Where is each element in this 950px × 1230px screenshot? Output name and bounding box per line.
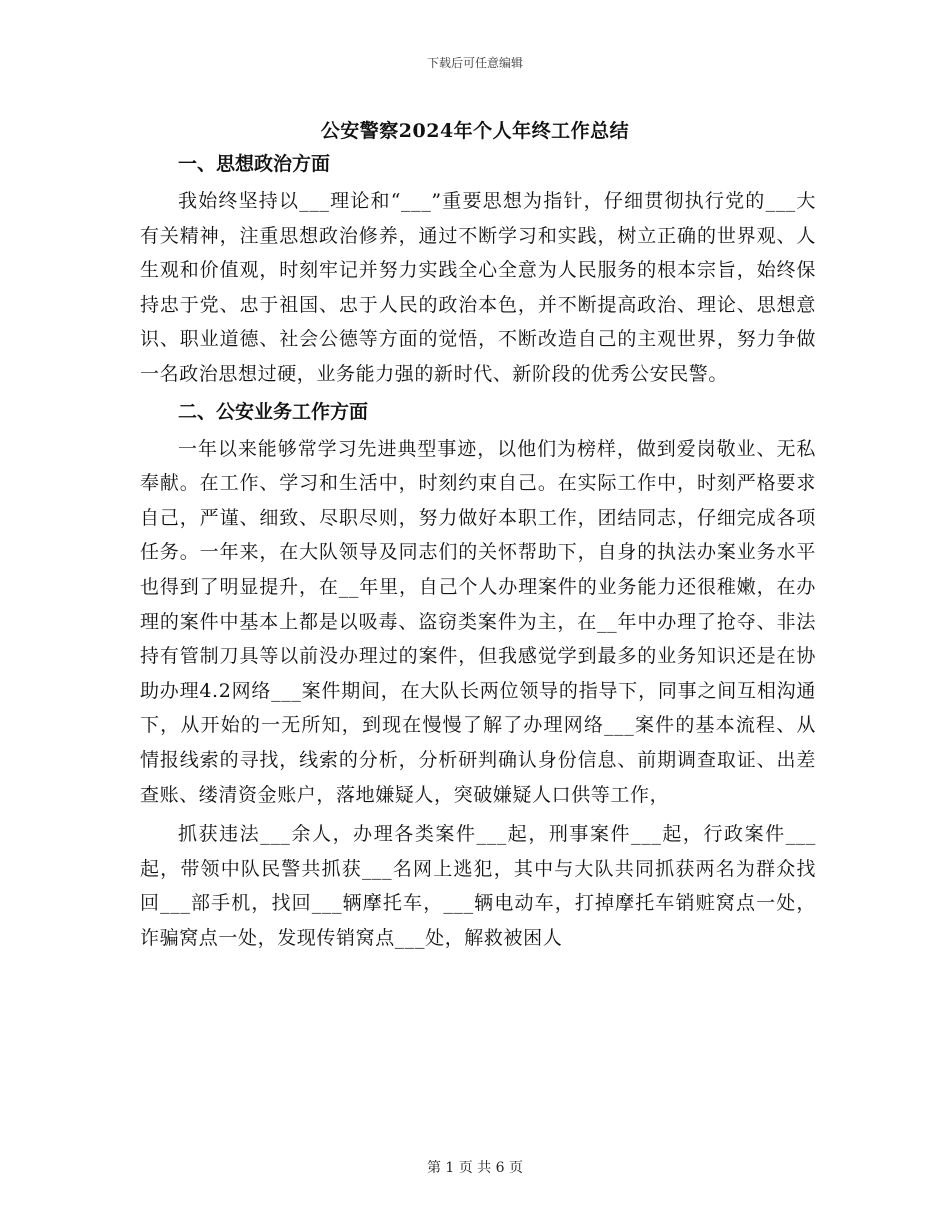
section-heading-political: 一、思想政治方面 bbox=[178, 153, 331, 175]
page-header-note: 下载后可任意编辑 bbox=[426, 56, 523, 70]
document-body bbox=[140, 148, 816, 955]
paragraph-police-work: 一年以来能够常学习先进典型事迹，以他们为榜样，做到爱岗敬业、无私奉献。在工作、学习和生活中，时刻约束自己。在实际工作中，时刻严格要求自己，严谨、细致、尽职尽则，努力做好本职工作，团结同志，仔细完成各项任务。一年来，在大队领导及同志们的关怀帮助下，自身的执法办案业务水平也得到了明显提升，在__年里，自己个人办理案件的业务能力还很稚嫩，在办理的案件中基本上都是以吸毒、盗窃类案件为主，在__年中办理了抢夺、非法持有管制刀具等以前没办理过的案件，但我感觉学到最多的业务知识还是在协助办理4.2网络___案件期间，在大队长两位领导的指导下，同事之间互相沟通下，从开始的一无所知，到现在慢慢了解了办理网络___案件的基本流程、从情报线索的寻找，线索的分析，分析研判确认身份信息、前期调查取证、出差查账、缕清资金账户，落地嫌疑人，突破嫌疑人口供等工作， bbox=[140, 437, 816, 806]
paragraph-political: 我始终坚持以___理论和“___”重要思想为指针，仔细贯彻执行党的___大有关精神，注重思想政治修养，通过不断学习和实践，树立正确的世界观、人生观和价值观，时刻牢记并努力实践全心全意为人民服务的根本宗旨，始终保持忠于党、忠于祖国、忠于人民的政治本色，并不断提高政治、理论、思想意识、职业道德、社会公德等方面的觉悟，不断改造自己的主观世界，努力争做一名政治思想过硬，业务能力强的新时代、新阶段的优秀公安民警。 bbox=[140, 190, 816, 385]
page-number: 第 1 页 共 6 页 bbox=[426, 1160, 524, 1176]
paragraph-achievements: 抓获违法___余人，办理各类案件___起，刑事案件___起，行政案件___起，带领中队民警共抓获___名网上逃犯，其中与大队共同抓获两名为群众找回___部手机，找回___辆摩托车，___辆电动车，打掉摩托车销赃窝点一处，诈骗窝点一处，发现传销窝点___处，解救被困人 bbox=[140, 823, 816, 949]
document-title: 公安警察2024年个人年终工作总结 bbox=[320, 120, 630, 142]
section-heading-police-work: 二、公安业务工作方面 bbox=[178, 400, 369, 423]
